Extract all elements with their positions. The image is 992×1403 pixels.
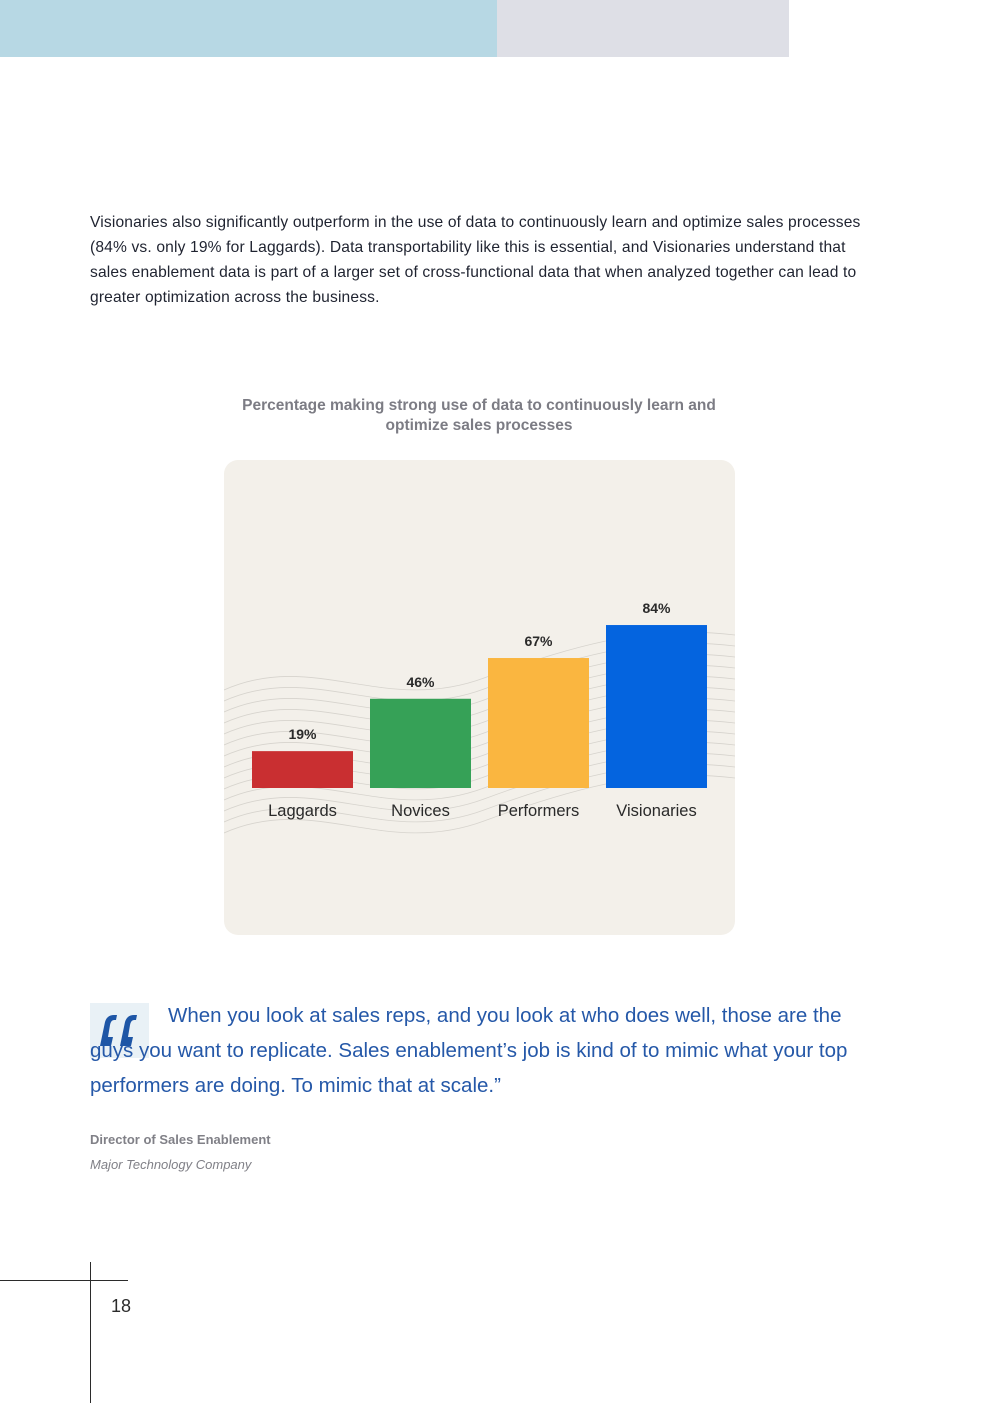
value-label-novices: 46% <box>406 673 435 690</box>
page-number: 18 <box>111 1296 132 1316</box>
header-band-grey <box>497 0 789 57</box>
header-band-blue <box>0 0 497 57</box>
bar-performers <box>488 658 589 788</box>
quote-author-company: Major Technology Company <box>90 1157 252 1172</box>
chart-title: Percentage making strong use of data to continuously learn and optimize sales processes <box>242 397 716 434</box>
footer-rule-vertical <box>90 1262 91 1403</box>
bar-visionaries <box>606 625 707 788</box>
footer-rule-horizontal <box>0 1280 128 1281</box>
bar-chart <box>224 460 735 935</box>
intro-paragraph: Visionaries also significantly outperform in the use of data to continuously learn and optimize sales processes (84% vs. only 19% for Laggards). Data transportability like this is essential, and Visionaries understand that sales enablement data is part of a larger set of cross-functional data that when analyzed together can lead to greater optimization across the business. <box>90 214 861 306</box>
bar-novices <box>370 699 471 788</box>
category-label-visionaries: Visionaries <box>616 802 697 820</box>
quote-author-title: Director of Sales Enablement <box>90 1132 271 1147</box>
quote-text: When you look at sales reps, and you look at who does well, those are the guys you want to replicate. Sales enablement’s job is kind of to mimic what your top performers are doing. To mimic that at scale.” <box>90 1004 848 1097</box>
category-label-laggards: Laggards <box>268 802 337 820</box>
value-label-visionaries: 84% <box>642 600 671 617</box>
value-label-performers: 67% <box>524 633 553 650</box>
bar-series <box>252 625 707 788</box>
category-label-novices: Novices <box>391 802 450 820</box>
bar-laggards <box>252 751 353 788</box>
category-label-performers: Performers <box>497 802 580 820</box>
value-label-laggards: 19% <box>288 726 317 743</box>
chart-panel <box>224 460 735 935</box>
